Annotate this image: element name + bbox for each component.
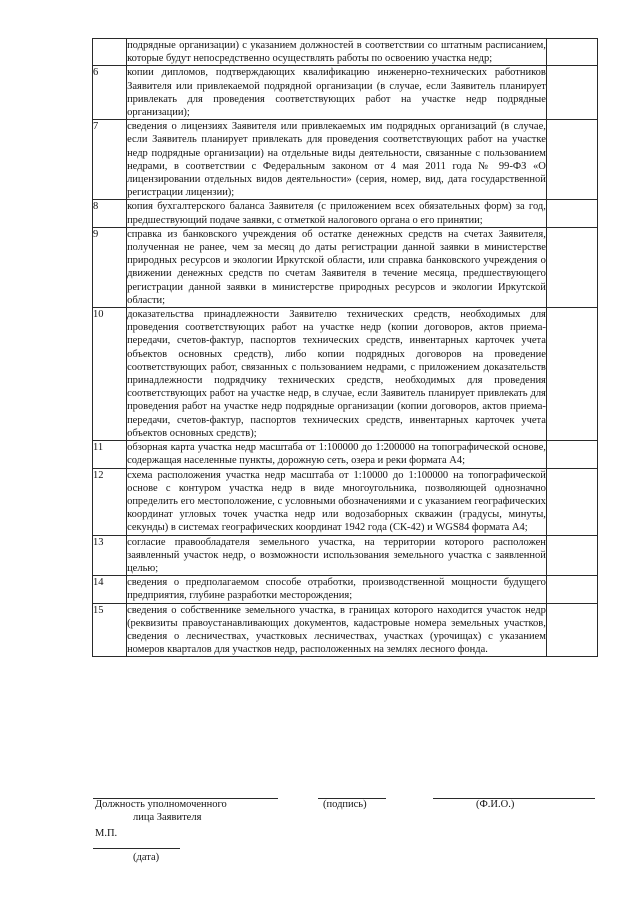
row-text: доказательства принадлежности Заявителю технических средств, необходимых для проведения соответствующих работ на участке недр (копии договоров, актов приема-передачи, счетов-фактур, паспортов технических средств, инвентарных карточек учета объектов основных средств), либо копии подрядных договоров на проведение соответствующих работ, связанных с пользованием недрами, с приложением доказательств принадлежности подрядчику технических средств, необходимых для проведения соответствующих работ на участке недр, в случае, если Заявитель планирует привлекать для проведения работ на участке недр подрядные организации (копии договоров, актов приема-передачи, счетов-фактур, паспортов технических средств, инвентарных карточек учета объектов основных средств); xyxy=(127,309,546,439)
date-line xyxy=(93,848,180,849)
row-text: сведения о лицензиях Заявителя или привлекаемых им подрядных организаций (в случае, если Заявитель планирует привлекать для проведения соответствующих работ на участке недр подрядные организации) на отдельные виды деятельности, связанные с пользованием недрами, в соответствии с Федеральным законом от 4 мая 2011 года № 99-ФЗ «О лицензировании отдельных видов деятельности» (серия, номер, вид, дата государственной регистрации лицензии); xyxy=(127,121,546,199)
row-text: копия бухгалтерского баланса Заявителя (с приложением всех обязательных форм) за год, предшествующий подаче заявки, с отметкой налогового органа о его принятии; xyxy=(127,201,546,226)
row-number: 9 xyxy=(93,227,127,307)
table-row xyxy=(93,576,598,603)
date-caption: (дата) xyxy=(133,852,160,863)
row-number: 6 xyxy=(93,66,127,120)
row-number: 13 xyxy=(93,535,127,576)
row-mark-cell xyxy=(546,535,597,576)
row-text: обзорная карта участка недр масштаба от 1:100000 до 1:200000 на топографической основе, содержащая населенные пункты, дорожную сеть, озера и реки формата А4; xyxy=(127,442,546,467)
row-mark-cell xyxy=(546,39,597,66)
name-caption: (Ф.И.О.) xyxy=(476,799,515,810)
row-text: сведения о предполагаемом способе отработки, производственной мощности будущего предприятия, глубине разработки месторождения; xyxy=(127,577,546,602)
row-number: 14 xyxy=(93,576,127,603)
table-row xyxy=(93,120,598,200)
table-row xyxy=(93,308,598,441)
table-row xyxy=(93,227,598,307)
row-mark-cell xyxy=(546,66,597,120)
row-text: подрядные организации) с указанием должностей в соответствии со штатным расписанием, которые будут непосредственно осуществлять работы по освоению участка недр; xyxy=(127,40,546,65)
row-number: 11 xyxy=(93,441,127,468)
row-mark-cell xyxy=(546,468,597,535)
table-row xyxy=(93,66,598,120)
documents-table xyxy=(92,38,598,657)
table-row xyxy=(93,200,598,227)
row-number: 7 xyxy=(93,120,127,200)
row-text: сведения о собственнике земельного участка, в границах которого находится участок недр (реквизиты правоустанавливающих документов, кадастровые номера земельных участков, сведения о лесничествах, участковых лесничествах, участках (урочищах) с указанием номеров кварталов для участков недр, расположенных на землях лесного фонда. xyxy=(127,604,546,656)
row-text: схема расположения участка недр масштаба от 1:10000 до 1:100000 на топографической основе с контуром участка недр в виде многоугольника, позволяющей однозначно определить его местоположение, с условными обозначениями и с указанием географических координат угловых точек участка недр или водозаборных скважин (градусы, минуты, секунды) в системах географических координат 1942 года (СК-42) и WGS84 формата А4; xyxy=(127,469,546,534)
position-label: Должность уполномоченного xyxy=(95,799,227,810)
row-text: копии дипломов, подтверждающих квалификацию инженерно-технических работников Заявителя или привлекаемой подрядной организации (в случае, если Заявитель планирует привлекать для проведения соответствующих работ на участке недр подрядные организации); xyxy=(127,67,546,119)
row-number: 12 xyxy=(93,468,127,535)
row-mark-cell xyxy=(546,441,597,468)
row-text: согласие правообладателя земельного участка, на территории которого расположен заявленный участок недр, о возможности использования земельного участка с заявленной целью; xyxy=(127,536,546,574)
stamp-label: М.П. xyxy=(95,828,118,839)
row-mark-cell xyxy=(546,227,597,307)
row-number: 10 xyxy=(93,308,127,441)
table-row xyxy=(93,441,598,468)
signature-caption: (подпись) xyxy=(323,799,367,810)
row-mark-cell xyxy=(546,576,597,603)
table-row xyxy=(93,535,598,576)
row-mark-cell xyxy=(546,120,597,200)
row-number: 8 xyxy=(93,200,127,227)
position-label-2: лица Заявителя xyxy=(133,812,202,823)
row-mark-cell xyxy=(546,200,597,227)
row-mark-cell xyxy=(546,603,597,657)
table-row xyxy=(93,39,598,66)
row-mark-cell xyxy=(546,308,597,441)
row-number: 15 xyxy=(93,603,127,657)
table-row xyxy=(93,603,598,657)
row-text: справка из банковского учреждения об остатке денежных средств на счетах Заявителя, полученная не ранее, чем за месяц до даты регистрации данной заявки в министерстве природных ресурсов и экологии Иркутской области, или справка банковского учреждения о движении денежных средств по счетам Заявителя в течение месяца, предшествующего регистрации данной заявки в министерстве природных ресурсов и экологии Иркутской области; xyxy=(127,228,546,306)
table-row xyxy=(93,468,598,535)
row-number xyxy=(93,39,127,66)
